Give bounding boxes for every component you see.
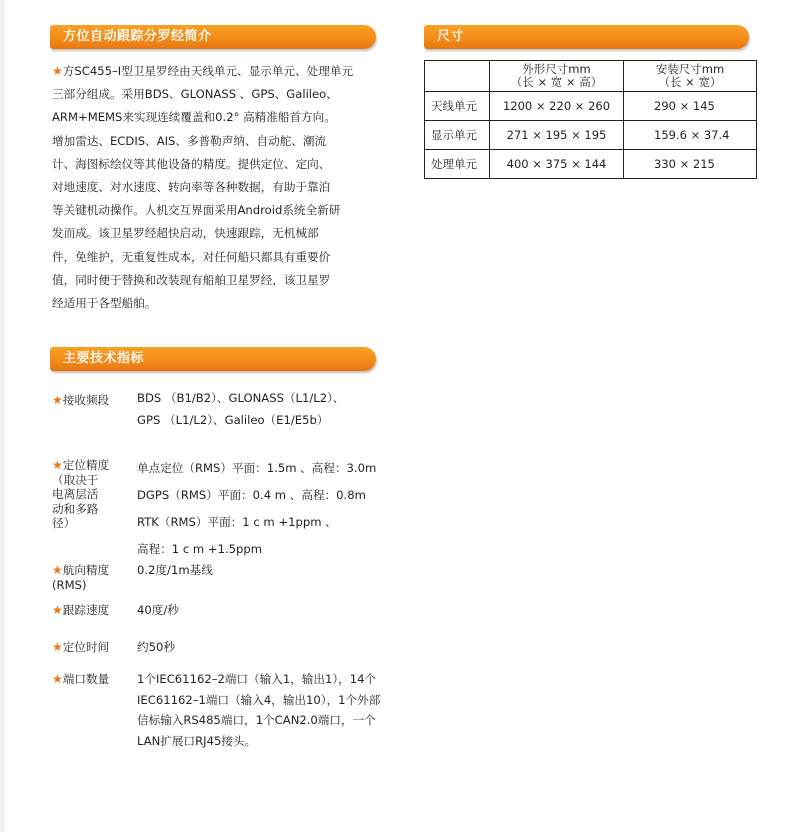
intro-line: 等关键机动操作。人机交互界面采用Android系统全新研 (52, 203, 341, 218)
table-row (425, 92, 757, 121)
size-table (424, 60, 757, 179)
page-left-edge (0, 0, 5, 832)
intro-line: 计、海图标绘仪等其他设备的精度。提供定位、定向、 (52, 156, 331, 171)
spec-value: 0.2度/1m基线 (137, 563, 213, 577)
spec-label: ★定位时间 (52, 640, 110, 654)
outer-size-column-header: 外形尺寸mm （长 × 宽 × 高） (490, 61, 624, 92)
outer-size-cell: 1200 × 220 × 260 (490, 92, 624, 121)
spec-value: 1个IEC61162–2端口（输入1，输出1），14个 IEC61162–1端口（输入4，输出10），1个外部 信标输入RS485端口，1个CAN2.0端口，一个 LAN扩展口RJ45接头。 (137, 672, 381, 748)
specs-section-header: 主要技术指标 (50, 347, 376, 371)
intro-line: 对地速度、对水速度、转向率等各种数据，有助于靠泊 (52, 180, 331, 195)
outer-size-cell: 271 × 195 × 195 (490, 121, 624, 150)
mount-size-cell: 330 × 215 (624, 150, 757, 179)
mount-size-column-header: 安装尺寸mm （长 × 宽） (624, 61, 757, 92)
intro-line: 件，免维护，无重复性成本，对任何船只都具有重要价 (52, 249, 331, 264)
row-label: 显示单元 (425, 121, 490, 150)
star-icon: ★ (52, 603, 63, 617)
size-table-header-row (425, 61, 757, 92)
star-icon: ★ (52, 563, 63, 577)
intro-line: 三部分组成。采用BDS、GLONASS 、GPS、Galileo、 (52, 87, 338, 102)
intro-paragraph (52, 60, 392, 315)
spec-label: ★跟踪速度 (52, 603, 110, 617)
mount-size-cell: 290 × 145 (624, 92, 757, 121)
table-row (425, 121, 757, 150)
size-table-corner (425, 61, 490, 92)
spec-value: 单点定位（RMS）平面：1.5m 、高程：3.0m DGPS（RMS）平面：0.4 m 、高程：0.8m RTK（RMS）平面：1 c m +1ppm 、 高程：1 c m +1.5ppm (137, 461, 377, 556)
spec-label: ★端口数量 (52, 672, 110, 686)
row-label: 天线单元 (425, 92, 490, 121)
outer-size-cell: 400 × 375 × 144 (490, 150, 624, 179)
intro-line: ARM+MEMS来实现连续覆盖和0.2° 高精准船首方向。 (52, 110, 336, 125)
spec-value: 约50秒 (137, 640, 175, 654)
spec-value: 40度/秒 (137, 603, 179, 617)
star-icon: ★ (52, 64, 63, 78)
star-icon: ★ (52, 393, 63, 407)
table-row (425, 150, 757, 179)
intro-line-1: ★方SC455–I型卫星罗经由天线单元、显示单元、处理单元 (52, 64, 354, 78)
intro-line: 增加雷达、ECDIS、AIS、多普勒声纳、自动舵、潮流 (52, 133, 327, 148)
spec-label: ★航向精度 (RMS) (52, 563, 110, 592)
intro-line: 值，同时便于替换和改装现有船舶卫星罗经，该卫星罗 (52, 272, 331, 287)
spec-label: ★定位精度 （取决于 电离层活 动和多路 径） (52, 458, 110, 530)
spec-value: BDS （B1/B2）、GLONASS（L1/L2）、 GPS （L1/L2）、Galileo（E1/E5b） (137, 391, 345, 427)
mount-size-cell: 159.6 × 37.4 (624, 121, 757, 150)
star-icon: ★ (52, 640, 63, 654)
row-label: 处理单元 (425, 150, 490, 179)
intro-line: 经适用于各型船舶。 (52, 296, 157, 311)
star-icon: ★ (52, 672, 63, 686)
intro-line: 发而成。该卫星罗经超快启动，快速跟踪，无机械部 (52, 226, 319, 241)
intro-section-header: 方位自动跟踪分罗经简介 (50, 25, 376, 49)
spec-label: ★接收频段 (52, 393, 110, 407)
size-section-header: 尺寸 (424, 25, 749, 49)
star-icon: ★ (52, 458, 63, 472)
